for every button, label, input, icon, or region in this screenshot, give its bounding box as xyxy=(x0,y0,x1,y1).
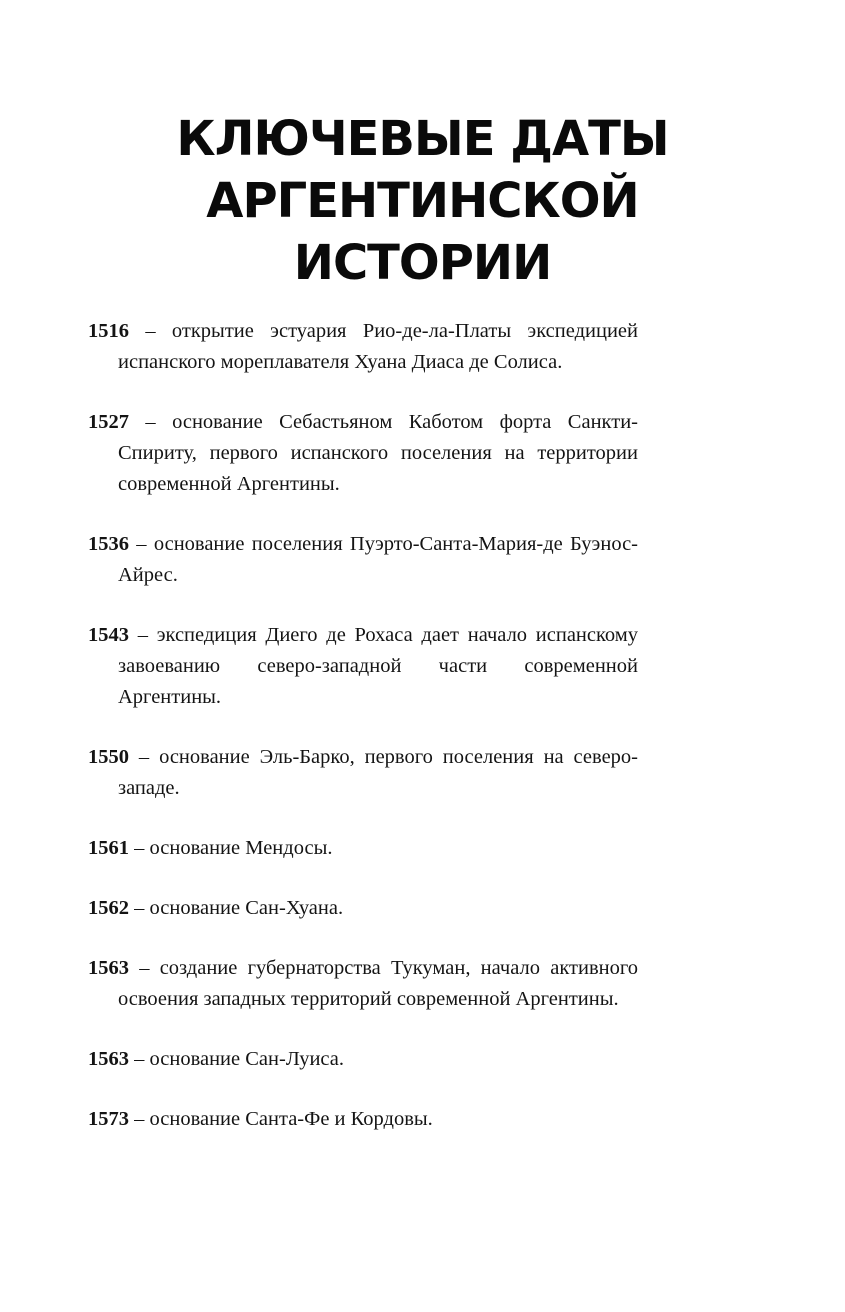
entry-text: – открытие эстуария Рио-де-ла-Платы экспедицией испанского мореплавателя Хуана Диаса де Солиса. xyxy=(118,320,638,373)
page-title xyxy=(60,108,785,294)
entry-text: – основание поселения Пуэрто-Санта-Мария-де Буэнос-Айрес. xyxy=(118,533,638,586)
entry-text: – основание Мендосы. xyxy=(129,837,333,859)
title-line-3: ИСТОРИИ xyxy=(293,235,552,291)
timeline-entry xyxy=(88,953,638,1015)
entry-year: 1543 xyxy=(88,624,129,646)
timeline-entry xyxy=(88,407,638,500)
entry-year: 1573 xyxy=(88,1108,129,1130)
timeline-entry xyxy=(88,1104,638,1135)
entry-year: 1561 xyxy=(88,837,129,859)
timeline-entry xyxy=(88,620,638,713)
timeline-entry xyxy=(88,316,638,378)
entry-year: 1527 xyxy=(88,411,129,433)
entry-year: 1563 xyxy=(88,957,129,979)
timeline-entry xyxy=(88,833,638,864)
entry-text: – экспедиция Диего де Рохаса дает начало испанскому завоеванию северо-западной части современной Аргентины. xyxy=(118,624,638,708)
timeline-entry xyxy=(88,529,638,591)
entry-text: – основание Сан-Хуана. xyxy=(129,897,344,919)
entry-year: 1516 xyxy=(88,320,129,342)
timeline-entry xyxy=(88,893,638,924)
entry-text: – основание Сан-Луиса. xyxy=(129,1048,345,1070)
entry-year: 1563 xyxy=(88,1048,129,1070)
entry-year: 1536 xyxy=(88,533,129,555)
entry-text: – основание Эль-Барко, первого поселения на северо-западе. xyxy=(118,746,638,799)
entry-text: – основание Себастьяном Каботом форта Санкти-Спириту, первого испанского поселения на территории современной Аргентины. xyxy=(118,411,638,495)
timeline-list xyxy=(88,316,638,1164)
entry-text: – создание губернаторства Тукуман, начало активного освоения западных территорий современной Аргентины. xyxy=(118,957,638,1010)
timeline-entry xyxy=(88,742,638,804)
entry-text: – основание Санта-Фе и Кордовы. xyxy=(129,1108,433,1130)
entry-year: 1562 xyxy=(88,897,129,919)
entry-year: 1550 xyxy=(88,746,129,768)
timeline-entry xyxy=(88,1044,638,1075)
title-line-2: АРГЕНТИНСКОЙ xyxy=(206,173,639,229)
title-line-1: КЛЮЧЕВЫЕ ДАТЫ xyxy=(176,111,669,167)
